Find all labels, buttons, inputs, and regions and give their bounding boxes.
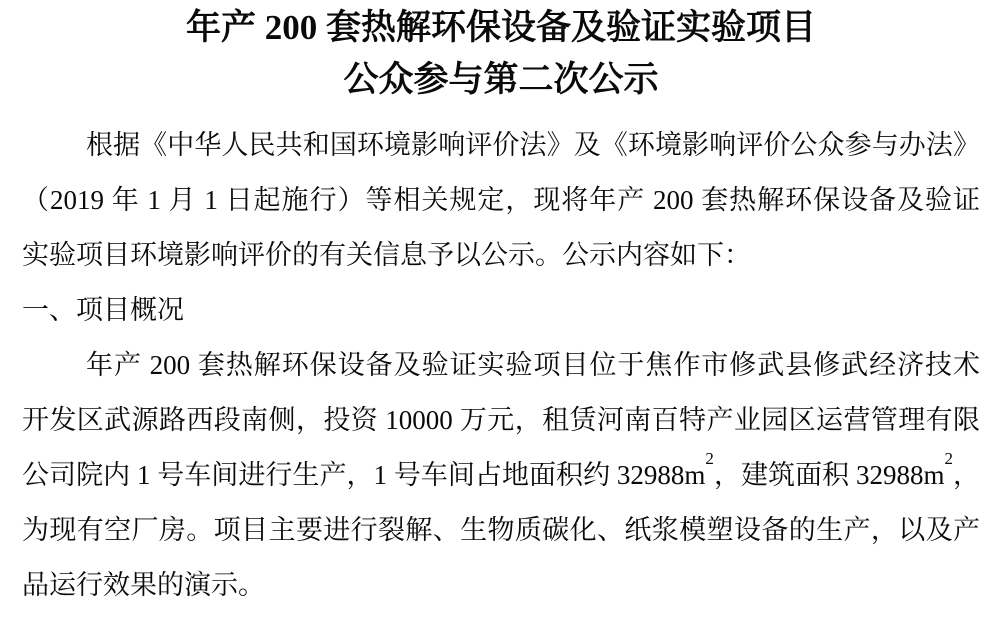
title-line-2: 公众参与第二次公示 [343, 60, 659, 99]
overview-line-5: 品运行效果的演示。 [22, 570, 265, 600]
overview-line-3-text-a: 公司院内 1 号车间进行生产，1 号车间占地面积约 32988m [22, 460, 706, 490]
title-line-1: 年产 200 套热解环保设备及验证实验项目 [185, 8, 816, 47]
superscript-2-icon: 2 [944, 449, 953, 468]
project-overview-paragraph [22, 338, 980, 613]
section-heading-project-overview: 一、项目概况 [22, 295, 184, 325]
overview-line-1: 年产 200 套热解环保设备及验证实验项目位于焦作市修武县修武经济技术 [86, 350, 980, 380]
overview-line-2: 开发区武源路西段南侧，投资 10000 万元，租赁河南百特产业园区运营管理有限 [22, 405, 980, 435]
intro-line-1: 根据《中华人民共和国环境影响评价法》及《环境影响评价公众参与办法》 [86, 130, 980, 160]
intro-paragraph [22, 118, 980, 283]
overview-line-4: 为现有空厂房。项目主要进行裂解、生物质碳化、纸浆模塑设备的生产，以及产 [22, 515, 980, 545]
document-title [22, 2, 980, 106]
superscript-2-icon: 2 [705, 449, 714, 468]
intro-line-3: 实验项目环境影响评价的有关信息予以公示。公示内容如下： [22, 240, 751, 270]
document-body [22, 118, 980, 613]
overview-line-3-text-c: ， [952, 460, 980, 490]
intro-line-2: （2019 年 1 月 1 日起施行）等相关规定，现将年产 200 套热解环保设备及验证 [22, 185, 980, 215]
overview-line-3-text-b: ，建筑面积 32988m [713, 460, 945, 490]
overview-line-3 [22, 448, 980, 503]
